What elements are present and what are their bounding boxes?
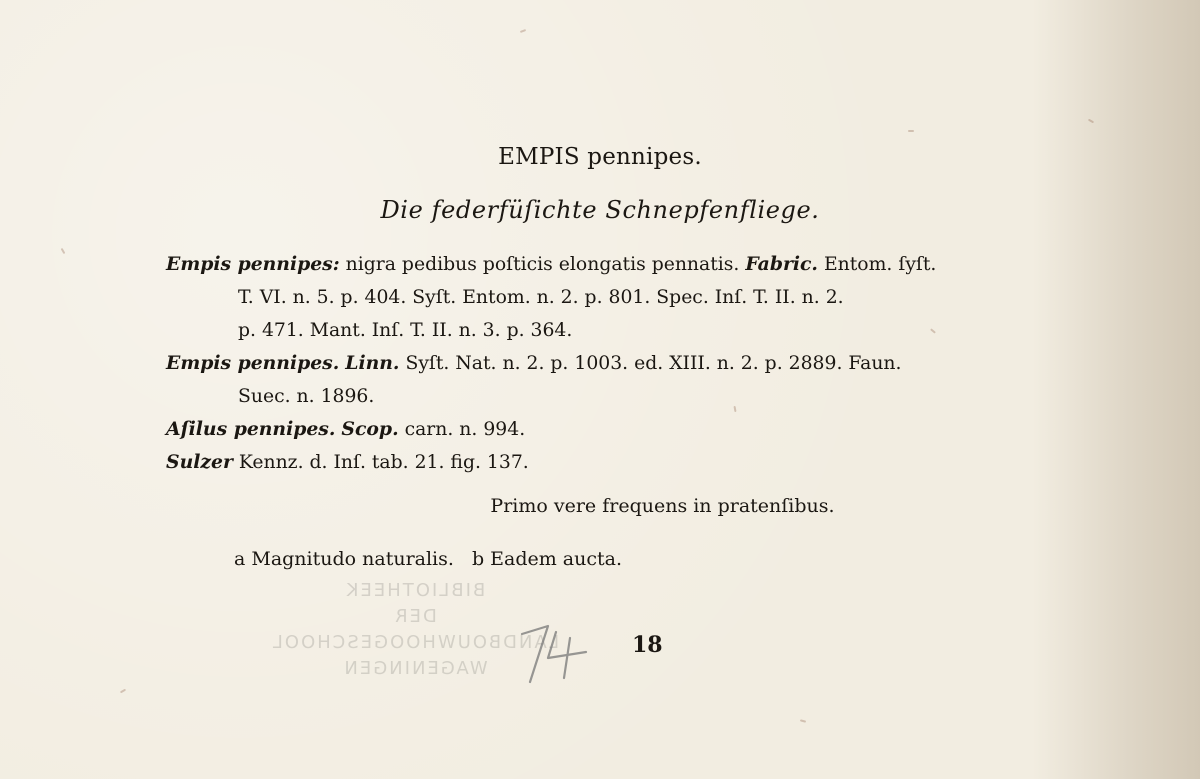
paper-fleck <box>120 689 126 694</box>
reference-source: Fabric. <box>745 253 818 275</box>
reference-text: carn. n. 994. <box>398 419 526 440</box>
caption-a: a Magnitudo naturalis. <box>234 548 454 570</box>
reference-line <box>166 248 1066 281</box>
reference-line <box>166 446 1066 479</box>
page-number: 18 <box>632 632 663 658</box>
reference-name: Sulzer <box>166 451 233 473</box>
reference-line <box>166 347 1066 380</box>
stamp-line: WAGENINGEN <box>342 658 488 679</box>
stamp-line: DER <box>393 606 437 627</box>
reference-source: Scop. <box>341 418 399 440</box>
paper-fleck <box>520 29 526 33</box>
reference-entry <box>166 248 1066 347</box>
paper-fleck <box>61 248 66 254</box>
figure-caption <box>234 548 622 570</box>
reference-text: Syſt. Nat. n. 2. p. 1003. ed. XIII. n. 2. p. 2889. Faun. <box>399 353 902 374</box>
stamp-line: LANDBOUWHOOGESCHOOL <box>270 632 560 653</box>
reference-line: T. VI. n. 5. p. 404. Syſt. Entom. n. 2. p. 801. Spec. Inſ. T. II. n. 2. <box>238 287 844 308</box>
reference-entry <box>166 446 1066 479</box>
paper-fleck <box>800 719 806 722</box>
reference-line: Suec. n. 1896. <box>238 386 375 407</box>
habitat-note: Primo vere frequens in pratenſibus. <box>490 495 835 517</box>
reference-text: Kennz. d. Inſ. tab. 21. fig. 137. <box>232 452 529 473</box>
page-subtitle: Die federfüſichte Schnepfenfliege. <box>380 196 820 224</box>
reference-source: Linn. <box>345 352 400 374</box>
handwritten-mark <box>500 612 600 692</box>
reference-name: Empis pennipes: <box>166 253 340 275</box>
page-title: EMPIS pennipes. <box>498 144 702 170</box>
reference-line <box>166 413 1066 446</box>
reference-entry <box>166 413 1066 446</box>
paper-fleck <box>908 130 914 132</box>
reference-name: Empis pennipes. <box>166 352 340 374</box>
reference-name: Aſilus pennipes. <box>166 418 336 440</box>
reference-text: nigra pedibus poſticis elongatis pennatis. <box>339 254 746 275</box>
reference-entry <box>166 347 1066 413</box>
paper-fleck <box>1088 119 1094 124</box>
caption-b: b Eadem aucta. <box>471 548 623 570</box>
synonymy-references <box>166 248 1066 479</box>
reference-line: p. 471. Mant. Inſ. T. II. n. 3. p. 364. <box>238 320 573 341</box>
reference-text: Entom. ſyſt. <box>817 254 937 275</box>
stamp-line: BIBLIOTHEEK <box>344 580 486 601</box>
